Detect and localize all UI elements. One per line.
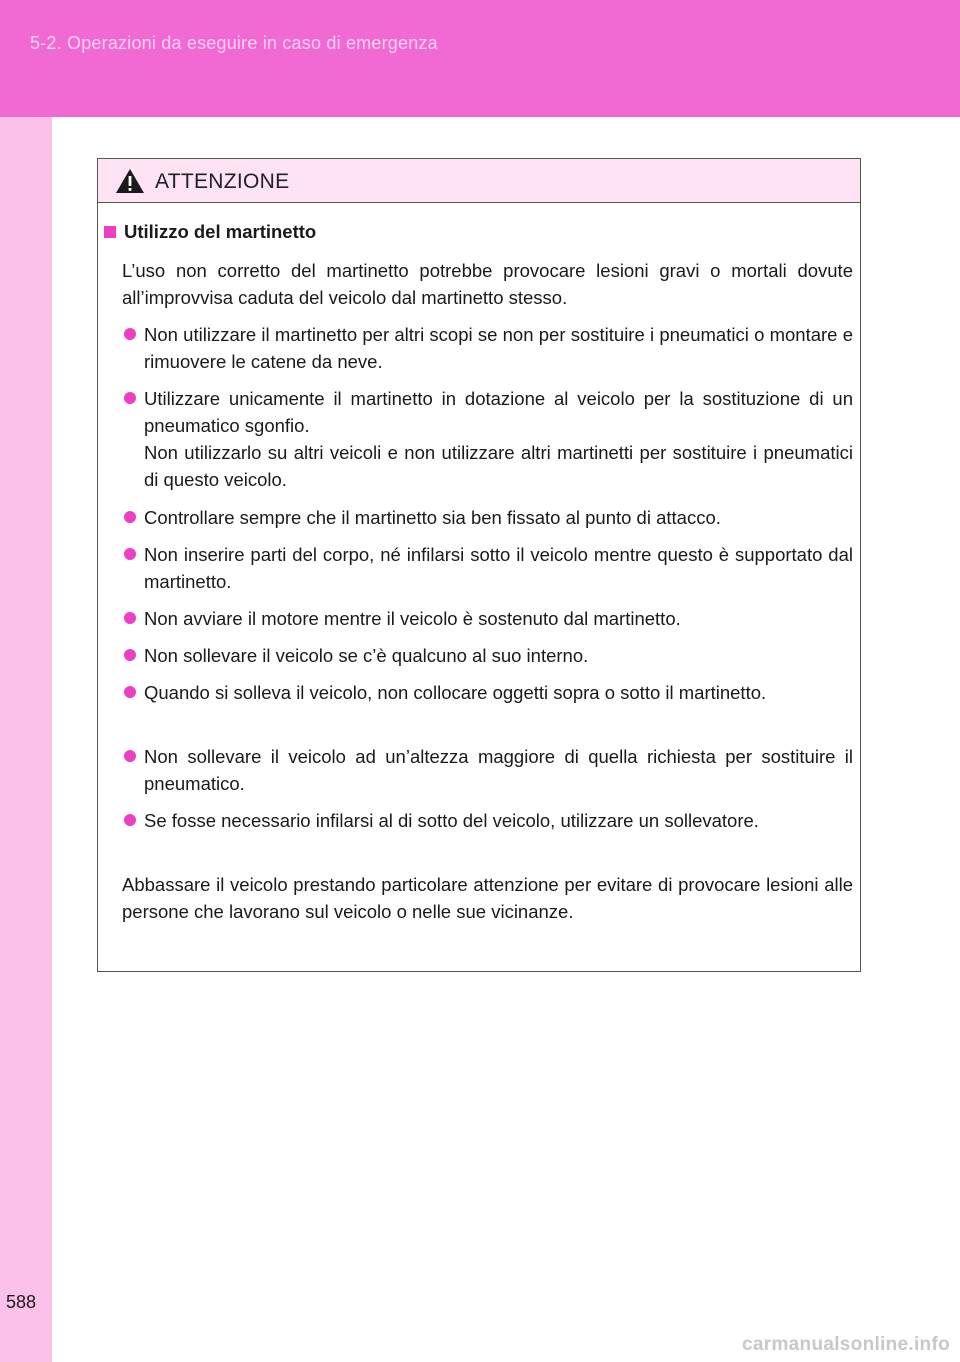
bullet-dot-icon — [124, 750, 136, 762]
subsection-heading-text: Utilizzo del martinetto — [124, 221, 317, 242]
list-item: Non avviare il motore mentre il veicolo è sostenuto dal martinetto. — [122, 605, 853, 632]
page-header — [0, 0, 960, 117]
watermark: carmanualsonline.info — [742, 1334, 950, 1355]
list-item: Utilizzare unicamente il martinetto in dotazione al veicolo per la sostituzione di un pneumatico sgonfio. Non utilizzarlo su altri veicoli e non utilizzare altri martinetti per sostituire i pneumatici di questo veicolo. — [122, 385, 853, 493]
list-item: Quando si solleva il veicolo, non collocare oggetti sopra o sotto il martinetto. — [122, 679, 853, 706]
list-item: Controllare sempre che il martinetto sia ben fissato al punto di attacco. — [122, 504, 853, 531]
bullet-dot-icon — [124, 649, 136, 661]
subsection-heading — [104, 221, 316, 243]
list-item: Non sollevare il veicolo se c’è qualcuno al suo interno. — [122, 642, 853, 669]
bullet-dot-icon — [124, 392, 136, 404]
bullet-dot-icon — [124, 612, 136, 624]
warning-title: ATTENZIONE — [155, 170, 290, 193]
section-title-header: 5-2. Operazioni da eseguire in caso di emergenza — [30, 33, 438, 53]
bullet-dot-icon — [124, 511, 136, 523]
list-item: Non sollevare il veicolo ad un’altezza maggiore di quella richiesta per sostituire il pneumatico. — [122, 743, 853, 797]
bullet-dot-icon — [124, 814, 136, 826]
list-item: Non utilizzare il martinetto per altri scopi se non per sostituire i pneumatici o montare e rimuovere le catene da neve. — [122, 321, 853, 375]
list-item: Se fosse necessario infilarsi al di sotto del veicolo, utilizzare un sollevatore. — [122, 807, 853, 834]
bullet-dot-icon — [124, 328, 136, 340]
side-strip — [0, 117, 52, 1362]
list-item-continuation: Non utilizzarlo su altri veicoli e non utilizzare altri martinetti per sostituire i pneumatici di questo veicolo. — [144, 442, 853, 490]
bullet-dot-icon — [124, 686, 136, 698]
warning-box — [97, 158, 861, 972]
intro-paragraph: L’uso non corretto del martinetto potrebbe provocare lesioni gravi o mortali dovute all’improvvisa caduta del veicolo dal martinetto stesso. — [122, 260, 853, 308]
closing-paragraph: Abbassare il veicolo prestando particolare attenzione per evitare di provocare lesioni alle persone che lavorano sul veicolo o nelle sue vicinanze. — [122, 874, 853, 922]
square-bullet-icon — [104, 226, 116, 238]
list-item: Non inserire parti del corpo, né infilarsi sotto il veicolo mentre questo è supportato dal martinetto. — [122, 541, 853, 595]
page-number: 588 — [6, 1292, 37, 1312]
warning-header — [98, 159, 860, 203]
bullet-dot-icon — [124, 548, 136, 560]
warning-triangle-icon — [115, 168, 145, 194]
